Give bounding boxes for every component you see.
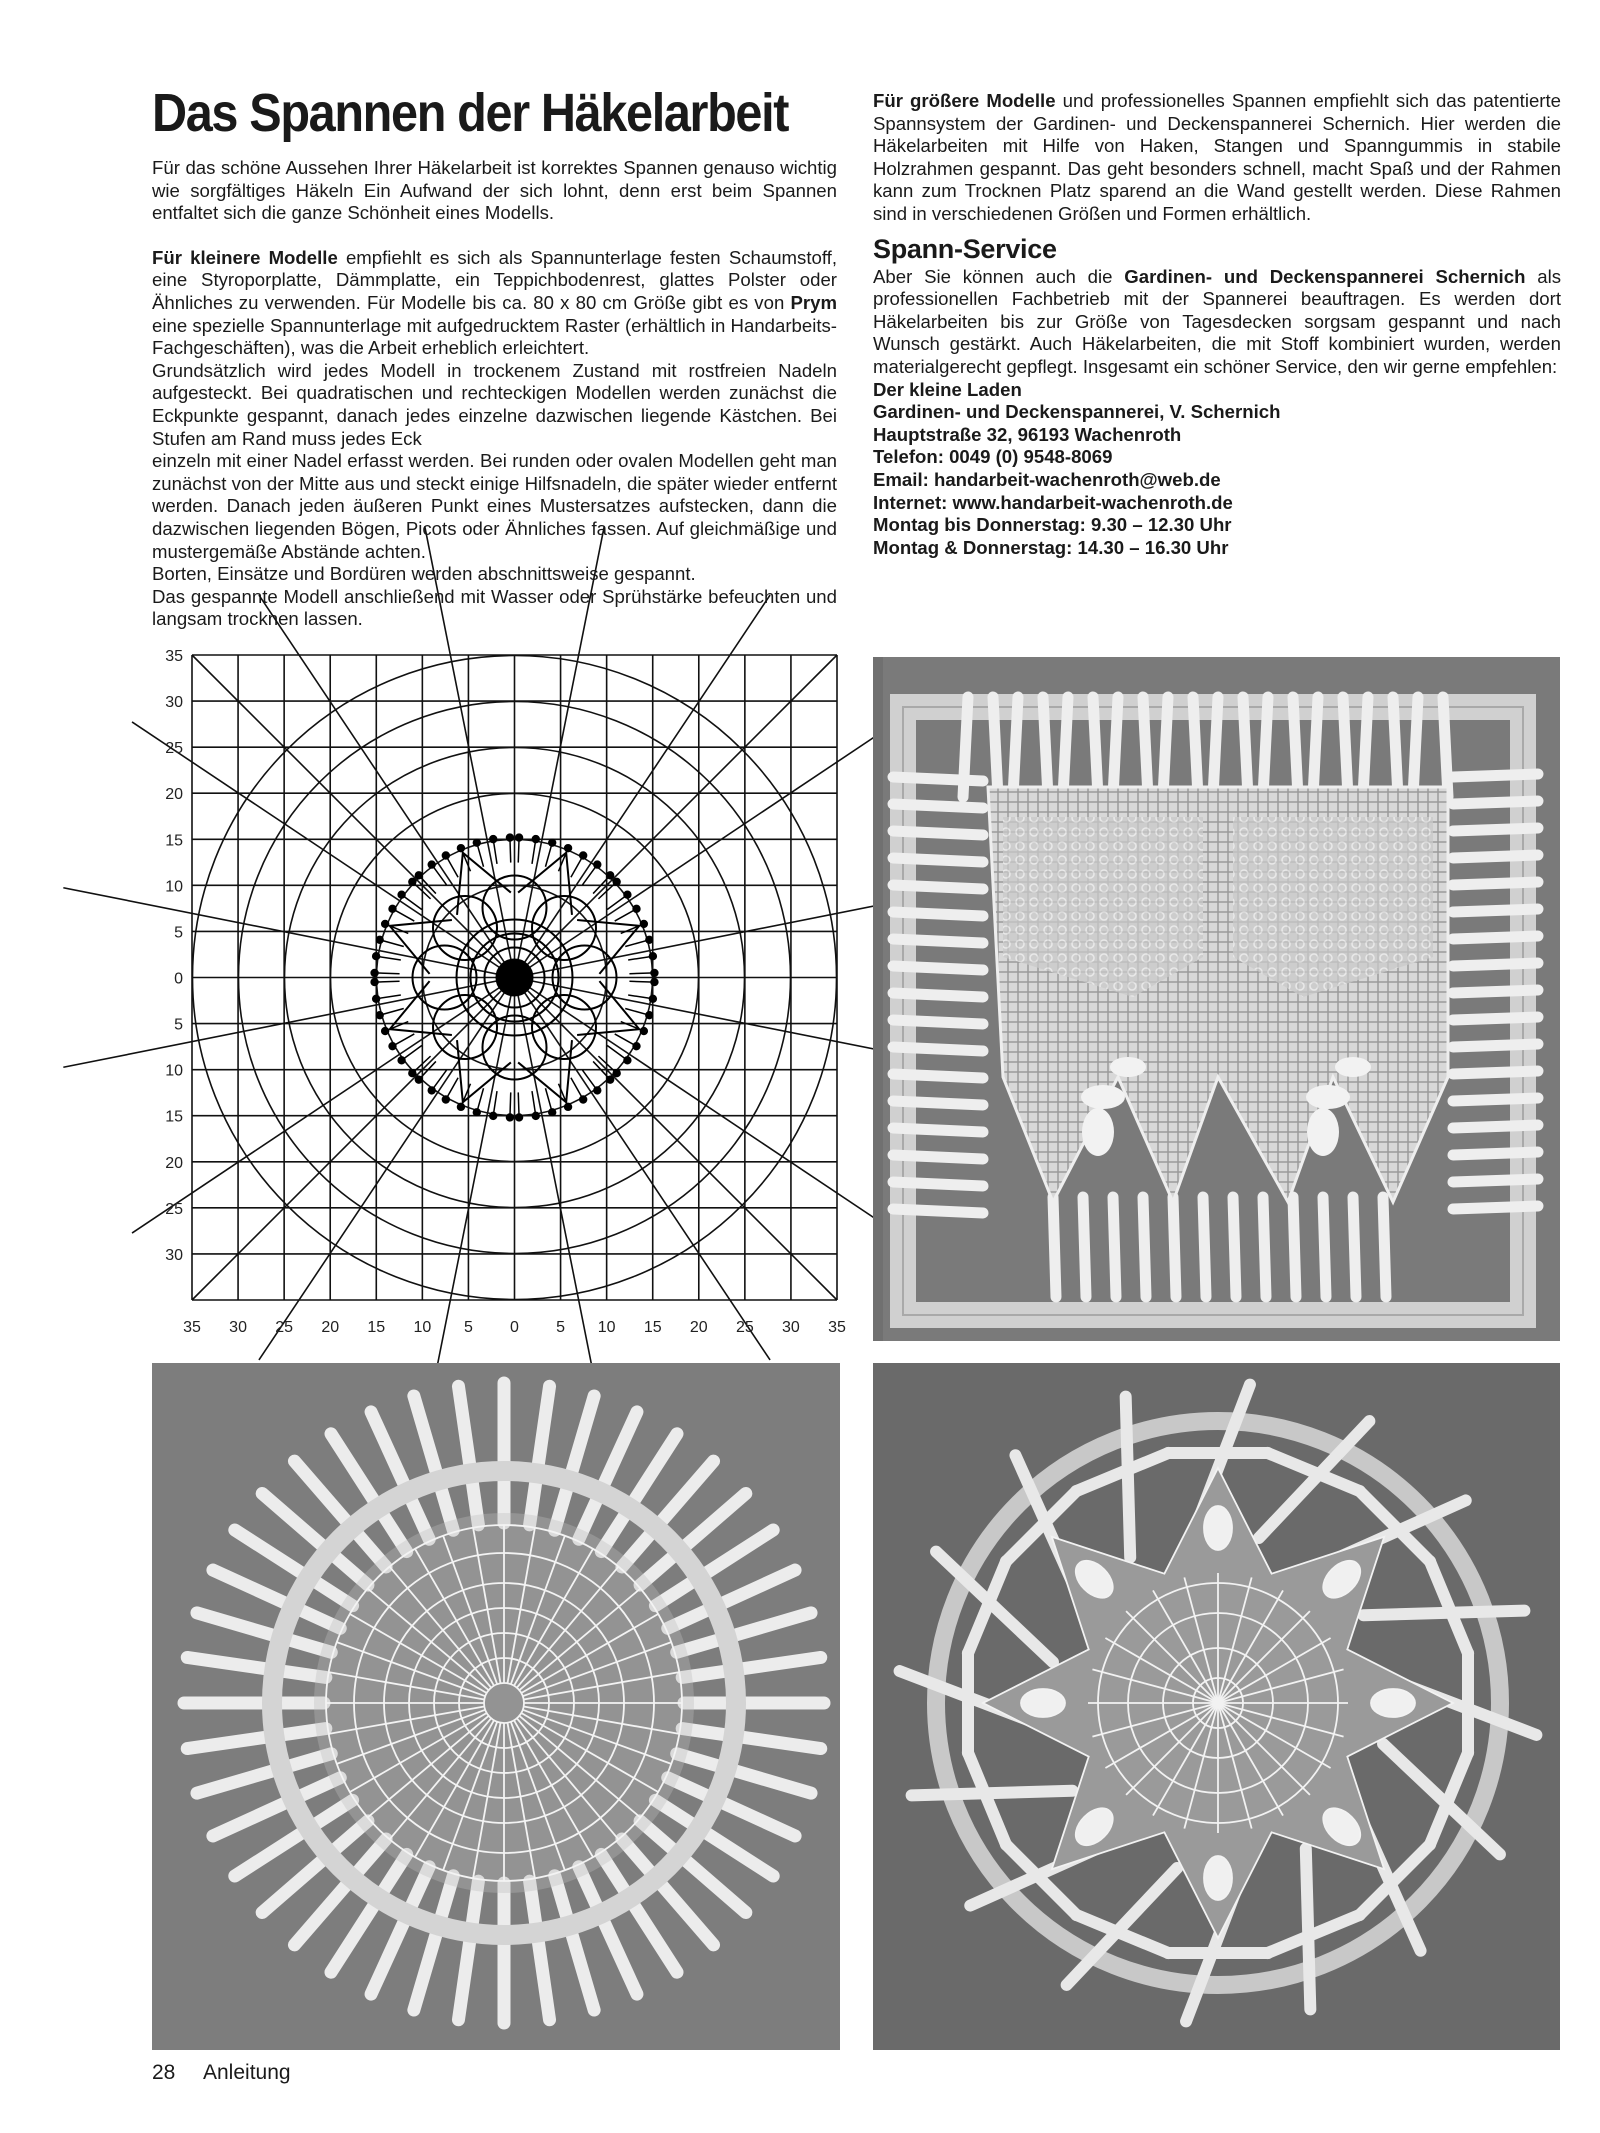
pin-head (650, 953, 656, 959)
pin-head (651, 979, 657, 985)
strap (1093, 697, 1098, 797)
x-tick-label: 30 (229, 1319, 247, 1336)
x-tick-label: 20 (689, 1319, 708, 1336)
strap (1453, 1017, 1538, 1020)
x-tick-label: 35 (828, 1319, 846, 1336)
strap (893, 966, 983, 970)
x-tick-label: 0 (510, 1319, 519, 1336)
strap (1453, 1044, 1538, 1047)
doily-point (518, 853, 572, 915)
x-tick-label: 25 (275, 1319, 294, 1336)
strap (1063, 697, 1068, 797)
round-models-paragraph: einzeln mit einer Nadel erfasst werden. Bei runden oder ovalen Modellen geht man zunächst von der Mitte aus und steckt einige Hilfsnadeln, die später wieder entfernt werden. Danach jeden äußeren Punkt eines Mustersatzes aufstecken, dann die dazwischen liegenden Bögen, Picots oder Ähnliches fassen. Auf gleichmäßige und mustergemäße Abstände achten. (152, 450, 837, 562)
strap (893, 804, 983, 808)
doily-point (577, 981, 639, 1035)
x-tick-label: 5 (556, 1319, 566, 1336)
intro-paragraph: Für das schöne Aussehen Ihrer Häkelarbeit ist korrektes Spannen genauso wichtig wie sorgfältiges Häkeln Ein Aufwand der sich lohnt, denn erst beim Spannen entfaltet sich die ganze Schönheit eines Modells. (152, 157, 837, 224)
strap (1343, 697, 1348, 797)
website-line: Internet: www.handarbeit-wachenroth.de (873, 491, 1233, 513)
strap (893, 993, 983, 997)
pin-head (443, 852, 449, 858)
strap (1243, 697, 1248, 797)
strap (1293, 1197, 1296, 1297)
pin-head (416, 1076, 422, 1082)
pinning-grid-diagram (140, 648, 846, 1340)
strap (1453, 855, 1538, 858)
strap (1453, 801, 1538, 804)
page-title: Das Spannen der Häkelarbeit (152, 83, 789, 143)
doily-point (390, 981, 452, 1035)
strap (1313, 697, 1318, 797)
pin-head (429, 1087, 435, 1093)
strap (1126, 1397, 1131, 1558)
strap (893, 777, 983, 781)
pin-head (490, 1113, 496, 1119)
pin-head (646, 937, 652, 943)
pin-head (458, 845, 464, 851)
strap (1383, 1197, 1386, 1297)
small-models-paragraph: Für kleinere Modelle empfiehlt es sich als Spannunterlage festen Schaumstoff, eine Styroporplatte, Dämmplatte, ein Teppichbodenrest, glattes Polster oder Ähnliches zu verwenden. Für Modelle bis ca. 80 x 80 cm Größe gibt es von Prym eine spezielle Spannunterlage mit aufgedrucktem Raster (erhältlich in Handarbeits-Fachgeschäften), was die Arbeit erheblich erleichtert. (152, 246, 837, 359)
borders-paragraph: Borten, Einsätze und Bordüren werden abschnittsweise gespannt. (152, 563, 696, 585)
strap (893, 1155, 983, 1159)
pin-head (373, 953, 379, 959)
strap (993, 697, 998, 797)
strap (1213, 697, 1218, 797)
pin-head (371, 970, 377, 976)
footer-section-label: Anleitung (203, 2061, 291, 2084)
pin-head (651, 970, 657, 976)
strap (1203, 1197, 1206, 1297)
strap (893, 912, 983, 916)
pin-head (507, 1114, 513, 1120)
x-tick-label: 15 (643, 1319, 662, 1336)
pin-head (389, 1043, 395, 1049)
prym-brand: Prym (790, 291, 837, 313)
strap (1193, 697, 1198, 797)
pin-head (409, 1070, 415, 1076)
pin-head (641, 1028, 647, 1034)
pin-head (474, 1109, 480, 1115)
y-tick-label: 30 (165, 1246, 183, 1264)
large-models-lead: Für größere Modelle (873, 90, 1056, 111)
x-tick-label: 10 (413, 1319, 432, 1336)
pin-head (398, 1057, 404, 1063)
y-tick-label: 20 (165, 1154, 183, 1172)
strap (893, 1101, 983, 1105)
strap (1453, 963, 1538, 966)
service-heading: Spann-Service (873, 233, 1057, 264)
strap (893, 1020, 983, 1024)
pin-head (416, 872, 422, 878)
pin-head (382, 921, 388, 927)
strap (1173, 1197, 1176, 1297)
strap (1163, 697, 1168, 797)
pin-head (458, 1104, 464, 1110)
service-paragraph: Aber Sie können auch die Gardinen- und Deckenspannerei Schernich als professionellen Fachbetrieb mit der Spannerei beauftragen. Es werden dort Häkelarbeiten bis zur Größe von Tagesdecken sorgsam gespannt und nach Wunsch gestärkt. Auch Häkelarbeiten, die mit Stoff kombiniert wurden, werden materialgerecht gepflegt. Insgesamt ein schöner Service, den wir gerne empfehlen: (873, 265, 1562, 377)
doily-point (518, 1040, 572, 1102)
pin-head (607, 1076, 613, 1082)
address-block (873, 379, 1561, 560)
strap (1053, 1197, 1056, 1297)
pin-head (613, 879, 619, 885)
strap (893, 1128, 983, 1132)
doily-leaf (1371, 1689, 1415, 1717)
pin-head (580, 852, 586, 858)
pin-head (507, 834, 513, 840)
pin-head (594, 1087, 600, 1093)
y-tick-label: 0 (174, 970, 183, 988)
strap (1364, 1611, 1525, 1616)
y-tick-label: 10 (165, 1062, 183, 1080)
pinning-paragraph: Grundsätzlich wird jedes Modell in trockenem Zustand mit rostfreien Nadeln aufgesteckt. Bei quadratischen und rechteckigen Modellen werden zunächst die Eckpunkte gespannt, danach jedes einzelne dazwischen liegende Kästchen. Bei Stufen am Rand muss jedes Eck (152, 359, 837, 449)
x-tick-label: 35 (183, 1319, 201, 1336)
pin-head (389, 906, 395, 912)
strap (1363, 697, 1368, 797)
pin-head (641, 921, 647, 927)
strap (1453, 936, 1538, 939)
strap (1443, 697, 1448, 797)
strap (1453, 1125, 1538, 1128)
strap (893, 1047, 983, 1051)
drying-paragraph: Das gespannte Modell anschließend mit Wasser oder Sprühstärke befeuchten und langsam trocknen lassen. (152, 585, 837, 630)
y-tick-label: 15 (165, 832, 183, 850)
strap (1043, 697, 1048, 797)
email-line: Email: handarbeit-wachenroth@web.de (873, 468, 1221, 490)
pin-head (549, 1109, 555, 1115)
strap (1143, 1197, 1146, 1297)
strap (1323, 1197, 1326, 1297)
pin-head (516, 834, 522, 840)
strap (1293, 697, 1298, 797)
photo-curtain-frame (873, 657, 1560, 1341)
large-models-paragraph: Für größere Modelle und professionelles Spannen empfiehlt sich das patentierte Spannsystem der Gardinen- und Deckenspannerei Schernich. Hier werden die Häkelarbeiten mit Hilfe von Haken, Stangen und Spanngummis in stabile Holzrahmen gespannt. Das geht besonders schnell, macht Spaß und der Rahmen kann zum Trocknen Platz sparend an die Wand gestellt werden. Diese Rahmen sind in verschiedenen Größen und Formen erhältlich. (873, 90, 1561, 224)
page-number: 28 (152, 2061, 176, 2084)
strap (1453, 1179, 1538, 1182)
strap (1013, 697, 1018, 797)
pin-head (633, 1043, 639, 1049)
strap (1306, 1849, 1311, 2010)
strap (1113, 1197, 1116, 1297)
y-tick-label: 5 (174, 924, 183, 942)
pin-head (516, 1114, 522, 1120)
pin-head (624, 892, 630, 898)
doily-point (390, 920, 452, 974)
strap (893, 1074, 983, 1078)
doily-leaf (1021, 1689, 1065, 1717)
photo-star-doily-frame (873, 1363, 1560, 2050)
y-tick-label: 25 (165, 740, 183, 758)
x-tick-label: 5 (463, 1319, 473, 1336)
pin-head (613, 1070, 619, 1076)
y-tick-label: 30 (165, 694, 183, 712)
pin-head (533, 1113, 539, 1119)
right-text-column (873, 90, 1561, 559)
pin-head (443, 1096, 449, 1102)
pin-head (474, 839, 480, 845)
strap (1453, 882, 1538, 885)
strap (1453, 1206, 1538, 1209)
strap (893, 1209, 983, 1213)
pin-head (376, 1012, 382, 1018)
doily-leaf (1204, 1506, 1232, 1550)
strap (1083, 1197, 1086, 1297)
pin-head (371, 979, 377, 985)
strap (893, 831, 983, 835)
strap (1113, 697, 1118, 797)
x-tick-label: 25 (735, 1319, 754, 1336)
strap (1453, 909, 1538, 912)
pin-head (533, 836, 539, 842)
x-tick-label: 15 (367, 1319, 386, 1336)
doily-point (577, 920, 639, 974)
pin-head (409, 879, 415, 885)
y-tick-label: 5 (174, 1016, 183, 1034)
x-tick-label: 20 (321, 1319, 340, 1336)
small-models-lead: Für kleinere Modelle (152, 246, 338, 268)
pin-head (376, 937, 382, 943)
hours-line: Montag bis Donnerstag: 9.30 – 12.30 Uhr (873, 514, 1232, 536)
pin-head (646, 1012, 652, 1018)
strap (893, 885, 983, 889)
pin-head (398, 892, 404, 898)
strap (1453, 828, 1538, 831)
doily-point (457, 1040, 511, 1102)
strap (1393, 697, 1398, 797)
pin-head (624, 1057, 630, 1063)
strap (1453, 990, 1538, 993)
y-tick-label: 15 (165, 1108, 183, 1126)
strap (1453, 1152, 1538, 1155)
strap (893, 1182, 983, 1186)
hours-line: Montag & Donnerstag: 14.30 – 16.30 Uhr (873, 536, 1229, 558)
doily-leaf (1204, 1856, 1232, 1900)
strap (893, 939, 983, 943)
y-tick-label: 20 (165, 786, 183, 804)
strap (1453, 774, 1538, 777)
strap (1453, 1071, 1538, 1074)
strap (1353, 1197, 1356, 1297)
phone-line: Telefon: 0049 (0) 9548-8069 (873, 446, 1113, 468)
pin-head (565, 1104, 571, 1110)
strap (1233, 1197, 1236, 1297)
pin-head (549, 839, 555, 845)
doily-center (497, 960, 533, 996)
pin-head (373, 996, 379, 1002)
y-tick-label: 25 (165, 1200, 183, 1218)
x-tick-label: 10 (597, 1319, 616, 1336)
address-line: Hauptstraße 32, 96193 Wachenroth (873, 423, 1182, 445)
y-tick-label: 10 (165, 878, 183, 896)
pin-head (594, 861, 600, 867)
pin-head (429, 861, 435, 867)
photo-round-doily-frame (152, 1363, 840, 2050)
strap (1263, 1197, 1266, 1297)
address-line: Gardinen- und Deckenspannerei, V. Schernich (873, 401, 1281, 423)
pin-head (490, 836, 496, 842)
doily-point (457, 853, 511, 915)
strap (1143, 697, 1148, 797)
pin-head (382, 1028, 388, 1034)
pin-head (650, 996, 656, 1002)
pin-head (565, 845, 571, 851)
pin-head (580, 1096, 586, 1102)
strap (1413, 697, 1418, 797)
strap (1263, 697, 1268, 797)
service-company: Gardinen- und Deckenspannerei Schernich (1124, 265, 1526, 287)
strap (1453, 1098, 1538, 1101)
strap (912, 1791, 1073, 1796)
left-text-column (152, 157, 837, 631)
address-line: Der kleine Laden (873, 378, 1022, 400)
pin-head (607, 872, 613, 878)
strap (893, 858, 983, 862)
y-tick-label: 35 (165, 648, 183, 665)
x-tick-label: 30 (782, 1319, 800, 1336)
pin-head (633, 906, 639, 912)
